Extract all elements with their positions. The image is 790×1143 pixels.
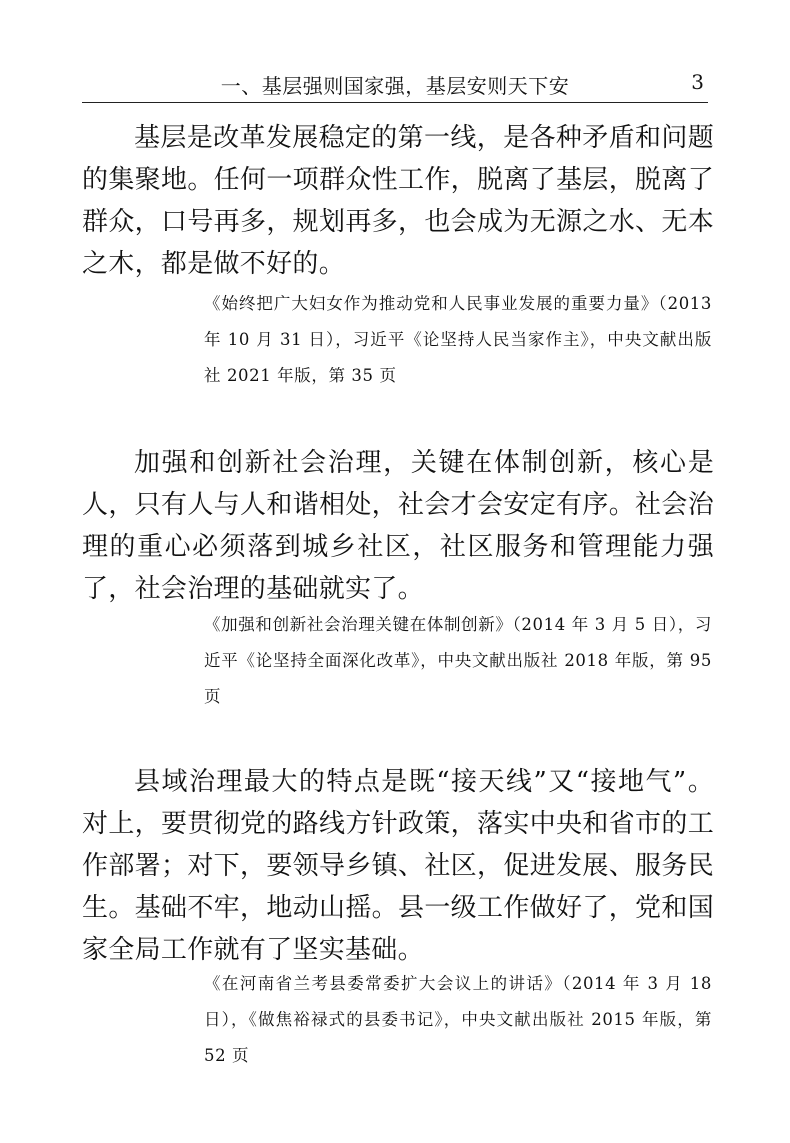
chapter-title: 一、基层强则国家强，基层安则天下安 xyxy=(220,74,570,98)
quote-source-1: 《始终把广大妇女作为推动党和人民事业发展的重要力量》（2013 年 10 月 31 日），习近平《论坚持人民当家作主》，中央文献出版社 2021 年版，第 35 页 xyxy=(204,294,712,385)
quote-text-1: 基层是改革发展稳定的第一线，是各种矛盾和问题的集聚地。任何一项群众性工作，脱离了基层，脱离了群众，口号再多，规划再多，也会成为无源之水、无本之木，都是做不好的。 xyxy=(82,123,714,279)
running-header xyxy=(82,66,708,103)
quote-text-3: 县域治理最大的特点是既“接天线”又“接地气”。对上，要贯彻党的路线方针政策，落实中央和省市的工作部署；对下，要领导乡镇、社区，促进发展、服务民生。基础不牢，地动山摇。县一级工作做好了，党和国家全局工作就有了坚实基础。 xyxy=(82,767,714,965)
quote-source-2: 《加强和创新社会治理关键在体制创新》（2014 年 3 月 5 日），习近平《论坚持全面深化改革》，中央文献出版社 2018 年版，第 95 页 xyxy=(204,615,712,706)
quote-source-3: 《在河南省兰考县委常委扩大会议上的讲话》（2014 年 3 月 18 日），《做焦裕禄式的县委书记》，中央文献出版社 2015 年版，第 52 页 xyxy=(204,974,712,1065)
page-number: 3 xyxy=(691,70,704,94)
quote-text-2: 加强和创新社会治理，关键在体制创新，核心是人，只有人与人和谐相处，社会才会安定有序。社会治理的重心必须落到城乡社区，社区服务和管理能力强了，社会治理的基础就实了。 xyxy=(82,448,714,604)
